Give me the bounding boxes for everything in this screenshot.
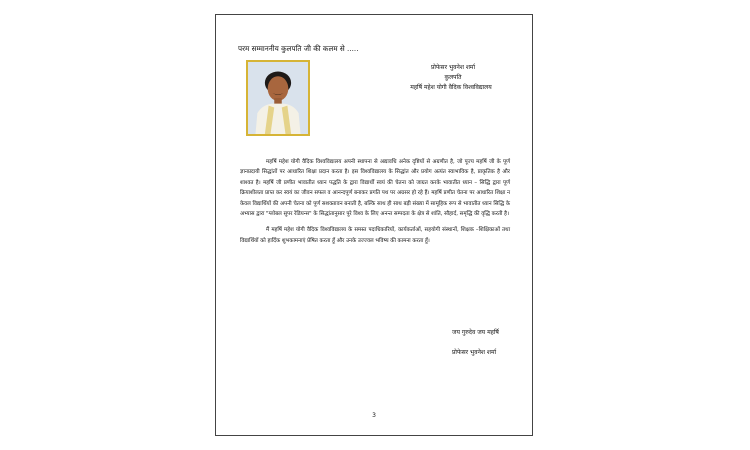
- portrait-image: [248, 62, 308, 134]
- document-page: [215, 14, 533, 436]
- closing-salutation: जय गुरुदेव जय महर्षि: [452, 329, 499, 336]
- paragraph-1: महर्षि महेश योगी वैदिक विश्वविद्यालय अपनी स्थापना से अद्यावधि अनेक दृष्टियों से अग्रणीत है, जो पूज्य महर्षि जी के पूर्ण ज्ञानप्रदायी सिद्धांतों पर आधारित शिक्षा प्रदान करता है। इस विश्वविद्यालय के सिद्धांत और प्रयोग अत्यंत स्वाभाविक है, प्राकृतिक है और शाश्वत है। महर्षि जी प्रणीत भावातीत ध्यान पद्धति के द्वारा विद्यार्थी स्वयं की चेतना को जाग्रत करके भावातीत ध्यान – सिद्धि द्वारा पूर्ण क्रियाशीलता प्राप्त कर स्वयं का जीवन सफल व आनन्दपूर्ण बनाकर प्रगति पथ पर अग्रसर हो रहे हैं। महर्षि प्रणीत चेतना पर आधारित शिक्षा न केवल विद्यार्थियों की अपनी चेतना को पूर्ण सशक्तावन बनाती है, बल्कि साथ ही साथ बड़ी संख्या में सामूहिक रूप से भावातीत ध्यान सिद्धि के अभ्यास द्वारा "ग्लोबल सुपर रेडियन्स" के सिद्धांतानुसार पूरे विश्व के लिए अनन्त सम्पदता के क्षेत्र से शांति, सौहार्द, समृद्धि की वृद्धि करती है।: [240, 159, 510, 218]
- paragraph-2: मैं महर्षि महेश योगी वैदिक विश्वविद्यालय के समस्त पदाधिकारियों, कार्यकर्ताओं, सहयोगी संस्थानों, शिक्षक –शिक्षिकाओं तथा विद्यार्थियों को हार्दिक शुभकामनाएं प्रेषित करता हूँ और उनके उज्ज्वल भविष्य की कामना करता हूँ।: [240, 227, 510, 244]
- closing-block: [452, 323, 499, 363]
- page-number: 3: [372, 412, 376, 419]
- signatory-name: प्रोफेसर भुवनेश शर्मा: [430, 64, 476, 71]
- signature-block-top: [388, 63, 518, 93]
- page-heading: परम सम्माननीय कुलपति जी की कलम से .....: [238, 44, 359, 53]
- signatory-organization: महर्षि महेश योगी वैदिक विश्वविद्यालय: [410, 84, 492, 91]
- closing-name: प्रोफेसर भुवनेश शर्मा: [452, 349, 497, 356]
- portrait-photo: [246, 60, 310, 136]
- signatory-title: कुलपति: [444, 74, 462, 81]
- message-body: [240, 157, 510, 252]
